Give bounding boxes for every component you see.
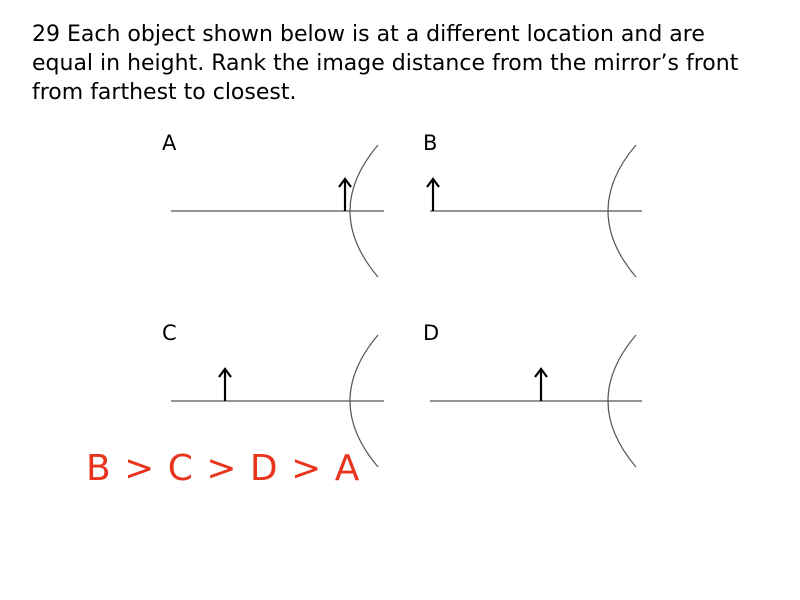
panel-d — [423, 321, 642, 467]
panel-a-label: A — [162, 131, 177, 155]
panel-b-object-arrow-icon — [427, 179, 439, 211]
panel-a-object-arrow-icon — [339, 179, 351, 211]
panel-b-label: B — [423, 131, 438, 155]
panel-b — [423, 131, 642, 277]
answer-ranking: B > C > D > A — [86, 448, 361, 489]
question-text: 29 Each object shown below is at a different location and are equal in height. Rank the image distance from the mirror’s front from farthest to closest. — [32, 22, 739, 105]
panel-d-object-arrow-icon — [535, 369, 547, 401]
panel-c-object-arrow-icon — [219, 369, 231, 401]
panel-d-label: D — [423, 321, 440, 345]
panel-c-label: C — [162, 321, 177, 345]
panel-a — [162, 131, 384, 277]
panel-c — [162, 321, 384, 467]
